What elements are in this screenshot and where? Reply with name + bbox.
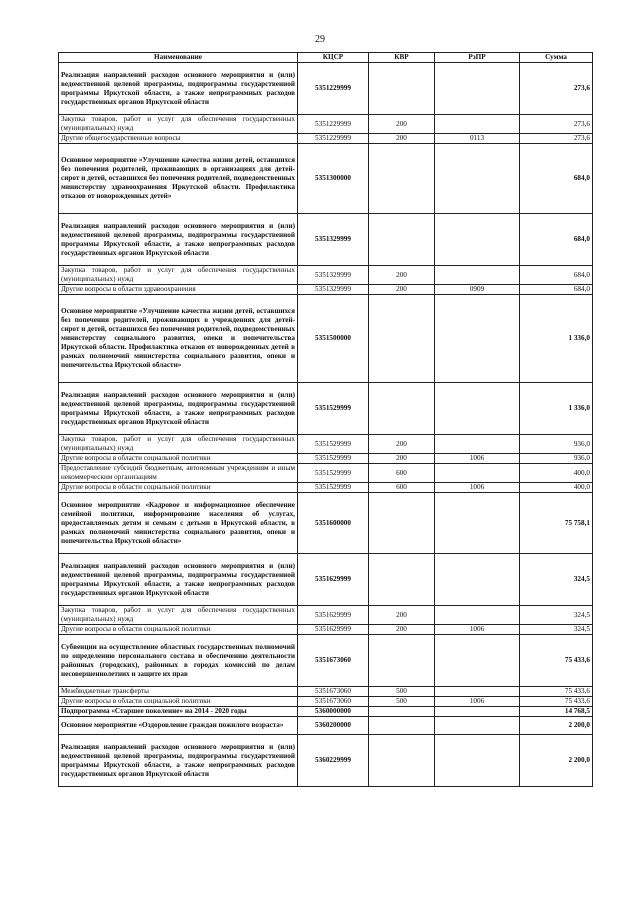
- cell-sum: 400,0: [520, 483, 593, 493]
- cell-kvr: [369, 295, 435, 383]
- cell-code: 5351229999: [298, 134, 369, 144]
- cell-rzpr: [435, 735, 520, 787]
- cell-rzpr: [435, 635, 520, 687]
- cell-rzpr: [435, 144, 520, 214]
- cell-kvr: [369, 383, 435, 435]
- cell-sum: 936,0: [520, 454, 593, 464]
- table-row: [59, 435, 593, 454]
- cell-sum: 324,5: [520, 625, 593, 635]
- table-row: [59, 383, 593, 435]
- cell-code: 5360200000: [298, 717, 369, 735]
- table-row: [59, 625, 593, 635]
- cell-kvr: 200: [369, 606, 435, 625]
- cell-rzpr: 1006: [435, 454, 520, 464]
- cell-code: 5351229999: [298, 63, 369, 115]
- cell-code: 5351673060: [298, 687, 369, 697]
- cell-code: 5351529999: [298, 383, 369, 435]
- cell-name: Другие общегосударственные вопросы: [59, 134, 298, 144]
- cell-code: 5351529999: [298, 435, 369, 454]
- cell-sum: 684,0: [520, 144, 593, 214]
- cell-name: Закупка товаров, работ и услуг для обеспечения государственных (муниципальных) нужд: [59, 266, 298, 285]
- table-row: [59, 295, 593, 383]
- cell-rzpr: [435, 63, 520, 115]
- cell-sum: 273,6: [520, 115, 593, 134]
- table-body: [59, 63, 593, 787]
- cell-sum: 684,0: [520, 285, 593, 295]
- table-row: [59, 483, 593, 493]
- cell-sum: 324,5: [520, 554, 593, 606]
- table-row: [59, 63, 593, 115]
- cell-sum: 75 758,1: [520, 493, 593, 554]
- cell-sum: 1 336,0: [520, 295, 593, 383]
- cell-sum: 1 336,0: [520, 383, 593, 435]
- cell-kvr: 600: [369, 483, 435, 493]
- cell-code: 5351500000: [298, 295, 369, 383]
- cell-name: Закупка товаров, работ и услуг для обеспечения государственных (муниципальных) нужд: [59, 115, 298, 134]
- cell-rzpr: [435, 554, 520, 606]
- cell-rzpr: 0113: [435, 134, 520, 144]
- table-row: [59, 707, 593, 717]
- cell-kvr: 500: [369, 697, 435, 707]
- table-row: [59, 554, 593, 606]
- cell-name: Реализация направлений расходов основного мероприятия и (или) ведомственной целевой программы, подпрограммы государственной программы Иркутской области, а также непрограммных расходов государственных органов Иркутской области: [59, 383, 298, 435]
- cell-name: Другие вопросы в области социальной политики: [59, 625, 298, 635]
- cell-name: Реализация направлений расходов основного мероприятия и (или) ведомственной целевой программы, подпрограммы государственной программы Иркутской области, а также непрограммных расходов государственных органов Иркутской области: [59, 735, 298, 787]
- budget-table: [58, 52, 593, 787]
- cell-sum: 273,6: [520, 134, 593, 144]
- table-row: [59, 115, 593, 134]
- cell-kvr: 200: [369, 454, 435, 464]
- table-row: [59, 697, 593, 707]
- cell-code: 5351629999: [298, 554, 369, 606]
- cell-code: 5360000000: [298, 707, 369, 717]
- cell-kvr: 500: [369, 687, 435, 697]
- table-row: [59, 717, 593, 735]
- cell-code: 5351629999: [298, 625, 369, 635]
- cell-rzpr: [435, 707, 520, 717]
- cell-name: Закупка товаров, работ и услуг для обеспечения государственных (муниципальных) нужд: [59, 435, 298, 454]
- cell-rzpr: [435, 687, 520, 697]
- cell-rzpr: [435, 383, 520, 435]
- cell-sum: 400,0: [520, 464, 593, 483]
- cell-code: 5360229999: [298, 735, 369, 787]
- cell-name: Основное мероприятие «Кадровое и информационное обеспечение семейной политики, информирование населения об услугах, предоставляемых детям и семьям с детьми в Иркутской области, в рамках полномочий министерства социального развития, опеки и попечительства Иркутской области»: [59, 493, 298, 554]
- cell-rzpr: 1006: [435, 697, 520, 707]
- cell-name: Закупка товаров, работ и услуг для обеспечения государственных (муниципальных) нужд: [59, 606, 298, 625]
- cell-code: 5351529999: [298, 483, 369, 493]
- cell-kvr: 200: [369, 625, 435, 635]
- cell-rzpr: [435, 214, 520, 266]
- cell-code: 5351629999: [298, 606, 369, 625]
- cell-kvr: [369, 735, 435, 787]
- cell-kvr: 200: [369, 266, 435, 285]
- cell-name: Другие вопросы в области социальной политики: [59, 697, 298, 707]
- cell-kvr: [369, 717, 435, 735]
- page-number: 29: [315, 34, 325, 45]
- cell-code: 5351329999: [298, 214, 369, 266]
- cell-name: Другие вопросы в области социальной политики: [59, 483, 298, 493]
- table-row: [59, 285, 593, 295]
- cell-name: Межбюджетные трансферты: [59, 687, 298, 697]
- cell-rzpr: [435, 464, 520, 483]
- table-row: [59, 635, 593, 687]
- table-row: [59, 454, 593, 464]
- cell-code: 5351529999: [298, 454, 369, 464]
- cell-sum: 75 433,6: [520, 687, 593, 697]
- table-row: [59, 464, 593, 483]
- cell-name: Субвенции на осуществление областных государственных полномочий по определению персонального состава и обеспечению деятельности районных (городских), районных в городах комиссий по делам несовершеннолетних и защите их прав: [59, 635, 298, 687]
- cell-kvr: [369, 144, 435, 214]
- header-rzpr: РзПР: [435, 53, 520, 63]
- table-row: [59, 266, 593, 285]
- cell-sum: 75 433,6: [520, 697, 593, 707]
- cell-rzpr: [435, 266, 520, 285]
- cell-rzpr: [435, 606, 520, 625]
- cell-kvr: [369, 63, 435, 115]
- cell-kvr: 200: [369, 134, 435, 144]
- cell-kvr: [369, 707, 435, 717]
- table-row: [59, 493, 593, 554]
- cell-sum: 75 433,6: [520, 635, 593, 687]
- header-kvr: КВР: [369, 53, 435, 63]
- cell-code: 5351673060: [298, 635, 369, 687]
- cell-kvr: [369, 635, 435, 687]
- cell-sum: 684,0: [520, 266, 593, 285]
- cell-rzpr: [435, 435, 520, 454]
- table-row: [59, 144, 593, 214]
- cell-code: 5351529999: [298, 464, 369, 483]
- cell-kvr: 200: [369, 115, 435, 134]
- cell-name: Реализация направлений расходов основного мероприятия и (или) ведомственной целевой программы, подпрограммы государственной программы Иркутской области, а также непрограммных расходов государственных органов Иркутской области: [59, 554, 298, 606]
- header-kcsr: КЦСР: [298, 53, 369, 63]
- cell-name: Другие вопросы в области здравоохранения: [59, 285, 298, 295]
- cell-code: 5351329999: [298, 266, 369, 285]
- cell-sum: 2 200,0: [520, 735, 593, 787]
- cell-name: Реализация направлений расходов основного мероприятия и (или) ведомственной целевой программы, подпрограммы государственной программы Иркутской области, а также непрограммных расходов государственных органов Иркутской области: [59, 63, 298, 115]
- cell-sum: 936,0: [520, 435, 593, 454]
- header-sum: Сумма: [520, 53, 593, 63]
- table-row: [59, 687, 593, 697]
- cell-name: Основное мероприятие «Улучшение качества жизни детей, оставшихся без попечения родителей, проживающих в учреждениях для детей-сирот и детей, оставшихся без попечения родителей, подведомственных министерству социального развития, опеки и попечительства Иркутской области. Профилактика отказов от новорожденных детей в рамках полномочий министерства социального развития, опеки и попечительства Иркутской области»: [59, 295, 298, 383]
- cell-kvr: 600: [369, 464, 435, 483]
- cell-code: 5351600000: [298, 493, 369, 554]
- cell-name: Основное мероприятие «Улучшение качества жизни детей, оставшихся без попечения родителей, проживающих в организациях для детей-сирот и детей, оставшихся без попечения родителей, подведомственных министерству здравоохранения Иркутской области. Профилактика отказов от новорожденных детей»: [59, 144, 298, 214]
- cell-sum: 14 768,5: [520, 707, 593, 717]
- cell-rzpr: 1006: [435, 625, 520, 635]
- cell-rzpr: [435, 717, 520, 735]
- cell-rzpr: [435, 295, 520, 383]
- cell-rzpr: 0909: [435, 285, 520, 295]
- table-header-row: [59, 53, 593, 63]
- cell-code: 5351229999: [298, 115, 369, 134]
- table-row: [59, 606, 593, 625]
- cell-sum: 2 200,0: [520, 717, 593, 735]
- cell-name: Реализация направлений расходов основного мероприятия и (или) ведомственной целевой программы, подпрограммы государственной программы Иркутской области, а также непрограммных расходов государственных органов Иркутской области: [59, 214, 298, 266]
- table-row: [59, 214, 593, 266]
- cell-code: 5351673060: [298, 697, 369, 707]
- cell-name: Предоставление субсидий бюджетным, автономным учреждениям и иным некоммерческим организациям: [59, 464, 298, 483]
- cell-name: Основное мероприятие «Оздоровление граждан пожилого возраста»: [59, 717, 298, 735]
- cell-kvr: [369, 214, 435, 266]
- cell-name: Другие вопросы в области социальной политики: [59, 454, 298, 464]
- header-name: Наименование: [59, 53, 298, 63]
- cell-sum: 273,6: [520, 63, 593, 115]
- cell-code: 5351300000: [298, 144, 369, 214]
- cell-kvr: [369, 493, 435, 554]
- cell-sum: 684,0: [520, 214, 593, 266]
- cell-sum: 324,5: [520, 606, 593, 625]
- cell-kvr: 200: [369, 435, 435, 454]
- cell-rzpr: [435, 493, 520, 554]
- table-row: [59, 735, 593, 787]
- table-row: [59, 134, 593, 144]
- cell-kvr: 200: [369, 285, 435, 295]
- cell-rzpr: 1006: [435, 483, 520, 493]
- cell-name: Подпрограмма «Старшее поколение» на 2014 - 2020 годы: [59, 707, 298, 717]
- cell-code: 5351329999: [298, 285, 369, 295]
- cell-kvr: [369, 554, 435, 606]
- cell-rzpr: [435, 115, 520, 134]
